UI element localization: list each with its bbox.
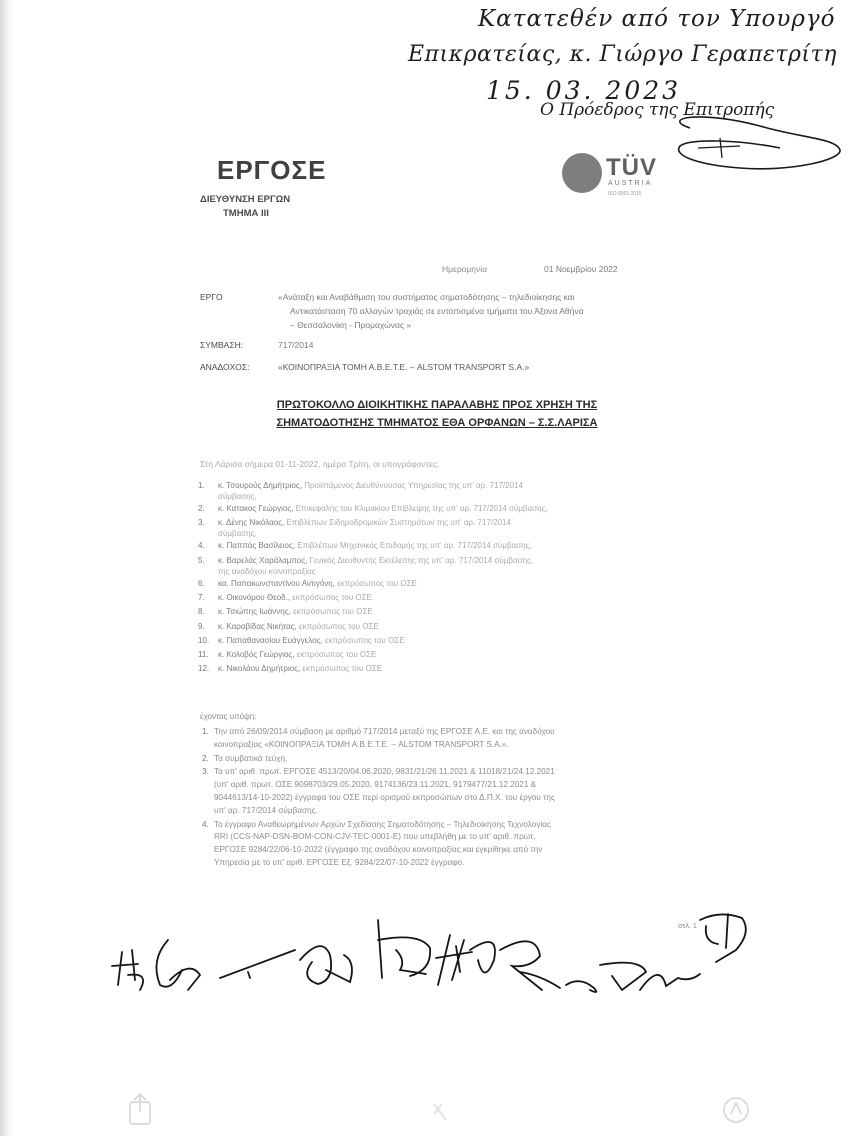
signatory-role: εκπρόσωπος του ΟΣΕ (337, 578, 417, 588)
signatory-number: 9. (198, 621, 205, 631)
having-in-mind-label: έχοντας υπόψη: (200, 712, 257, 721)
consideration-number: 2. (202, 753, 209, 763)
contract-label: ΣΥΜΒΑΣΗ: (200, 340, 244, 350)
signature-8 (566, 963, 646, 992)
markup-icon[interactable] (720, 1094, 752, 1126)
consideration-text: ΕΡΓΟΣΕ 9284/22/06-10-2022 (έγγραφο της αναδόχου κοινοπραξίας και εγκρίθηκε από την (214, 845, 543, 855)
consideration-text: Τα συμβατικά τεύχη. (214, 753, 288, 763)
contractor-label: ΑΝΑΔΟΧΟΣ: (200, 362, 250, 372)
document-title-line-2: ΣΗΜΑΤΟΔΟΤΗΣΗΣ ΤΜΗΜΑΤΟΣ ΕΘΑ ΟΡΦΑΝΩΝ – Σ.Σ.ΛΑΡΙΣΑ (276, 417, 598, 429)
consideration-text: κοινοπραξίας «ΚΟΙΝΟΠΡΑΞΙΑ ΤΟΜΗ Α.Β.Ε.Τ.Ε. – ALSTOM TRANSPORT S.A.». (214, 739, 509, 749)
project-value-line-3: – Θεσσαλονίκη - Προμαχώνας » (290, 320, 412, 330)
signatory-role: εκπρόσωπος του ΟΣΕ (296, 650, 377, 660)
department-name: ΔΙΕΥΘΥΝΣΗ ΕΡΓΩΝ (200, 194, 291, 205)
consideration-number: 1. (202, 727, 209, 736)
consideration-text: Την από 26/09/2014 σύμβαση με αριθμό 717/2014 μεταξύ της ΕΡΓΟΣΕ Α.Ε. και της αναδόχου (214, 727, 555, 736)
signatory-name: κ. Παπαθανασίου Ευάγγελος, (218, 635, 323, 645)
signatory-number: 8. (198, 607, 205, 617)
signature-3 (220, 950, 295, 978)
signature-6 (436, 935, 495, 985)
signatory-number: 6. (198, 578, 205, 588)
handwritten-date: 15. 03. 2023 (486, 76, 682, 105)
consideration-text: Υπηρεσία με το υπ' αριθ. ΕΡΓΟΣΕ Εξ. 9284/22/07-10-2022 έγγραφο. (214, 857, 465, 867)
date-label: Ημερομηνία (442, 264, 488, 274)
signatory-number: 10. (198, 635, 210, 645)
signatory-role-continued: σύμβασης, (218, 492, 257, 501)
project-value-line-2: Αντικατάσταση 70 αλλαγών τροχιάς σε εντοπισμένα τμήματα του Άξονα Αθήνα (290, 306, 584, 316)
document-title-line-1: ΠΡΩΤΟΚΟΛΛΟ ΔΙΟΙΚΗΤΙΚΗΣ ΠΑΡΑΛΑΒΗΣ ΠΡΟΣ ΧΡΗΣΗ ΤΗΣ (276, 399, 598, 411)
tuv-country: AUSTRIA (608, 180, 653, 187)
handwritten-note-line-4: Ο Πρόεδρος της Επιτροπής (540, 100, 775, 120)
signatory-number: 2. (198, 504, 205, 513)
intro-line: Στη Λάρισα σήμερα 01-11-2022, ημέρα Τρίτη, οι υπογράφοντες: (200, 459, 440, 469)
tuv-name: TÜV (606, 154, 657, 181)
signatory-role: εκπρόσωπος του ΟΣΕ (324, 635, 405, 645)
project-label: ΕΡΓΟ (200, 292, 223, 302)
signatory-name: κ. Νικολάου Δημήτριος, (218, 664, 301, 674)
signatory-role: εκπρόσωπος του ΟΣΕ (293, 607, 373, 617)
signatory-role: εκπρόσωπος του ΟΣΕ (302, 664, 383, 674)
pen-icon[interactable] (428, 1100, 452, 1124)
signatory-name: κ. Καραβίδας Νικήτας, (218, 621, 297, 631)
signatory-name: κ. Οικονόμου Θεοδ., (218, 592, 291, 602)
signatory-role: εκπρόσωπος του ΟΣΕ (299, 621, 379, 631)
section-name: ΤΜΗΜΑ ΙΙΙ (223, 208, 269, 219)
consideration-text: υπ' αρ. 717/2014 σύμβασης. (214, 805, 318, 815)
handwritten-note-line-2: Επικρατείας, κ. Γιώργο Γεραπετρίτη (408, 42, 837, 67)
tuv-iso: ISO 9001:2015 (608, 191, 642, 197)
signature-2 (156, 940, 200, 990)
signature-5 (378, 920, 430, 978)
signatory-name: κ. Κολοβός Γεώργιος, (218, 650, 295, 660)
handwritten-note-line-1: Κατατεθέν από τον Υπουργό (478, 6, 836, 32)
project-value-line-1: «Ανάταξη και Αναβάθμιση του συστήματος σηματοδότησης – τηλεδιοίκησης και (278, 292, 575, 302)
signatory-role: Γενικός Διευθυντής Εκτέλεσης της υπ' αρ. 717/2014 σύμβασης, (309, 555, 534, 565)
signatory-number: 11. (198, 650, 209, 660)
signatory-name: κ. Βαρελάς Χαράλαμπος, (218, 555, 308, 565)
signatory-name: κ. Τσουρούς Δημήτριος, (218, 481, 302, 490)
consideration-text: Τα υπ' αριθ. πρωτ. ΕΡΓΟΣΕ 4513/20/04.06.2020, 9831/21/26.11.2021 & 11018/21/24.12.2021 (214, 767, 555, 777)
ergose-logo: ΕΡΓΟΣΕ (217, 155, 327, 185)
consideration-text: 9044613/14-10-2022) έγγραφα του ΟΣΕ περί ορισμού εκπροσώπων στο Δ.Π.Χ. του έργου της (214, 792, 555, 802)
consideration-number: 4. (202, 819, 209, 829)
signatory-number: 12. (198, 664, 210, 674)
date-value: 01 Νοεμβρίου 2022 (544, 264, 618, 274)
consideration-number: 3. (202, 767, 209, 777)
signatory-role: Προϊστάμενος Διευθύνουσας Υπηρεσίας της υπ' αρ. 717/2014 (304, 481, 523, 490)
signatory-name: κ. Δένης Νικόλαος, (218, 518, 285, 528)
signatory-name: κα. Παπακωνσταντίνου Αντιγόνη, (218, 578, 335, 588)
contractor-value: «ΚΟΙΝΟΠΡΑΞΙΑ ΤΟΜΗ Α.Β.Ε.Τ.Ε. – ALSTOM TRANSPORT S.A.» (278, 362, 530, 372)
contract-value: 717/2014 (278, 340, 314, 350)
signature-1 (112, 950, 143, 990)
signatory-role-continued: της αναδόχου κοινοπραξίας (218, 566, 316, 576)
signature-4 (300, 946, 352, 984)
signatory-number: 1. (198, 481, 205, 490)
consideration-text: (υπ' αριθ. πρωτ. ΟΣΕ 9098703/29.05.2020, 9174136/23.11.2021, 9179477/21.12.2021 & (214, 780, 537, 790)
signatory-name: κ. Κατακος Γεώργιος, (218, 504, 294, 513)
share-icon[interactable] (120, 1090, 160, 1130)
signatory-number: 5. (198, 555, 205, 565)
consideration-text: RRI (CCS-NAP-DSN-BOM-CON-CJV-TEC-0001-E) που υπεβλήθη με το υπ' αριθ. πρωτ. (214, 832, 536, 842)
signature-9 (640, 974, 700, 990)
signatory-number: 7. (198, 592, 205, 602)
signatory-number: 4. (198, 541, 205, 551)
signature-7 (500, 941, 560, 990)
signatory-number: 3. (198, 518, 205, 528)
consideration-text: Το έγγραφο Αναθεωρημένων Αρχών Σχεδίασης Σηματοδότησης – Τηλεδιοίκησης Τεχνολογίας (214, 819, 551, 829)
signatory-role: Επιβλέπων Σιδηροδρομικών Συστημάτων της υπ' αρ. 717/2014 (286, 518, 511, 528)
signatory-role: Επικεφαλής του Κλιμακίου Επίβλεψης της υπ' αρ. 717/2014 σύμβασης, (295, 504, 548, 513)
signatory-role: εκπρόσωπος του ΟΣΕ (292, 592, 372, 602)
signatory-role-continued: σύμβασης, (218, 529, 257, 539)
signature-10 (700, 914, 746, 962)
signatory-name: κ. Παππάς Βασίλειος, (218, 541, 296, 551)
signatory-role: Επιβλέπων Μηχανικός Επιδομής της υπ' αρ. 717/2014 σύμβασης, (297, 541, 532, 551)
page-number: σελ. 1 (678, 923, 697, 930)
signatory-name: κ. Τσιώπης Ιωάννης, (218, 607, 291, 617)
